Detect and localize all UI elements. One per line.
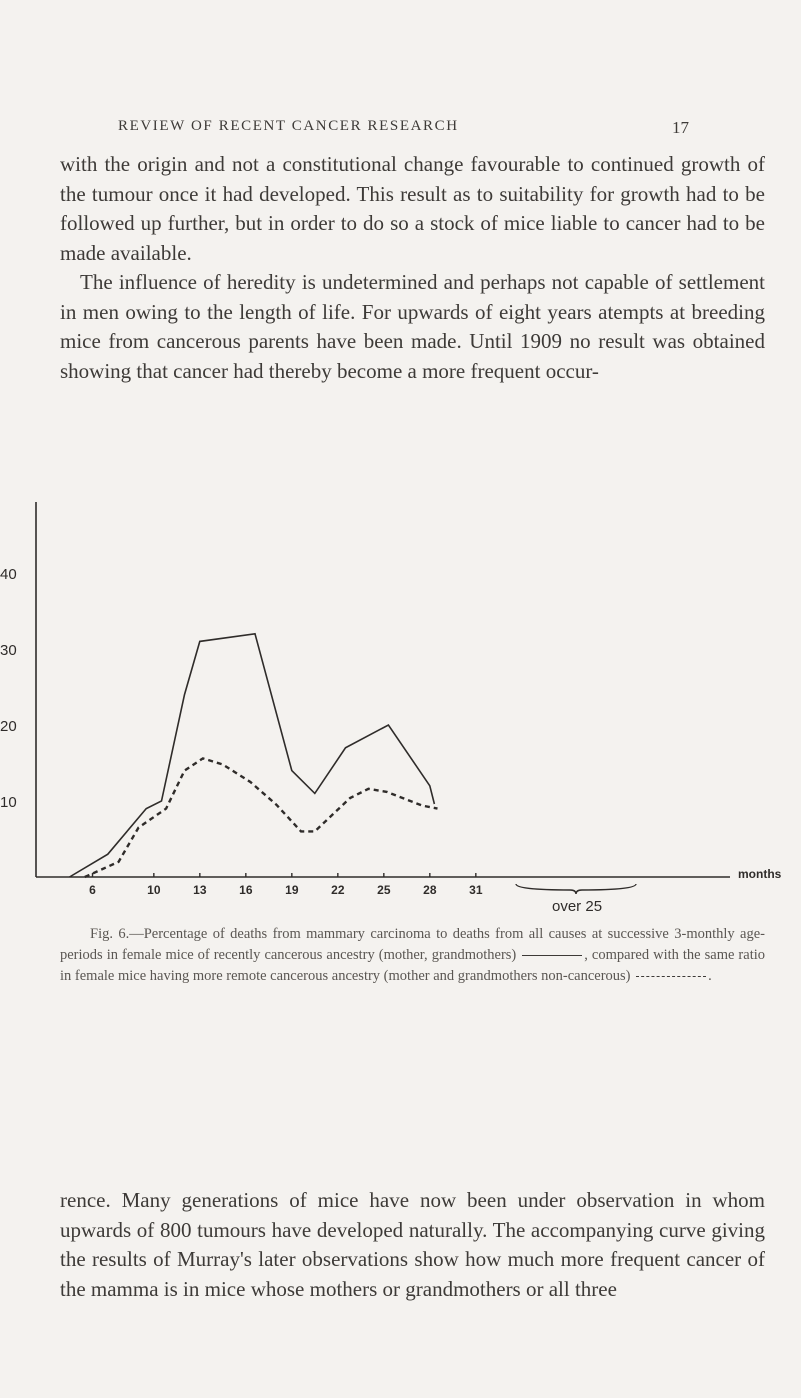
solid-line-legend-sample	[522, 955, 582, 956]
mammary-carcinoma-chart	[0, 492, 801, 922]
figure-caption	[60, 924, 765, 987]
solid-series-line	[70, 634, 435, 877]
caption-text-a: Fig. 6.—Percentage of deaths from mammary carcinoma to deaths from all causes at successive 3-monthly age-periods in female mice of recently cancerous ancestry (mother, grandmothers)	[60, 926, 765, 963]
running-title: REVIEW OF RECENT CANCER RESEARCH	[118, 118, 459, 134]
chart-axes	[36, 502, 730, 877]
y-tick-label: 40	[0, 566, 17, 583]
x-brace	[516, 884, 636, 894]
y-tick-labels	[0, 566, 17, 811]
y-tick-label: 30	[0, 642, 17, 659]
body-paragraph-2: The influence of heredity is undetermined and perhaps not capable of settlement in men owing to the length of life. For upwards of eight years atempts at breeding mice from cancerous parents have been made. Until 1909 no result was obtained showing that cancer had thereby become a more frequent occur-	[60, 270, 765, 383]
x-tick-label: 28	[423, 883, 437, 897]
chart-series	[70, 634, 438, 877]
x-tick-label: 22	[331, 883, 345, 897]
page-number: 17	[672, 118, 689, 137]
caption-text-c: .	[708, 968, 712, 984]
y-tick-label: 20	[0, 718, 17, 735]
x-tick-label: 13	[193, 883, 207, 897]
dashed-line-legend-sample	[636, 976, 706, 977]
x-brace-label: over 25	[552, 898, 603, 915]
x-unit-label: months	[738, 867, 782, 881]
x-tick-label: 31	[469, 883, 483, 897]
body-paragraph-1: with the origin and not a constitutional change favourable to continued growth of the tumour once it had developed. This result as to suitability for growth had to be followed up further, but in order to do so a stock of mice liable to cancer had to be made available.	[60, 152, 765, 265]
x-tick-label: 25	[377, 883, 391, 897]
x-tick-label: 19	[285, 883, 299, 897]
body-paragraph-3: rence. Many generations of mice have now been under observation in whom upwards of 800 tumours have developed naturally. The accompanying curve giving the results of Murray's later observations show how much more frequent cancer of the mamma is in mice whose mothers or grandmothers or all three	[60, 1188, 765, 1301]
x-tick-label: 6	[89, 883, 96, 897]
caption-text-b: , compared with the same ratio in female mice having more remote cancerous ancestry (mother and grandmothers non-cancerous)	[60, 947, 765, 984]
x-tick-label: 10	[147, 883, 161, 897]
x-tick-label: 16	[239, 883, 253, 897]
y-tick-label: 10	[0, 794, 17, 811]
